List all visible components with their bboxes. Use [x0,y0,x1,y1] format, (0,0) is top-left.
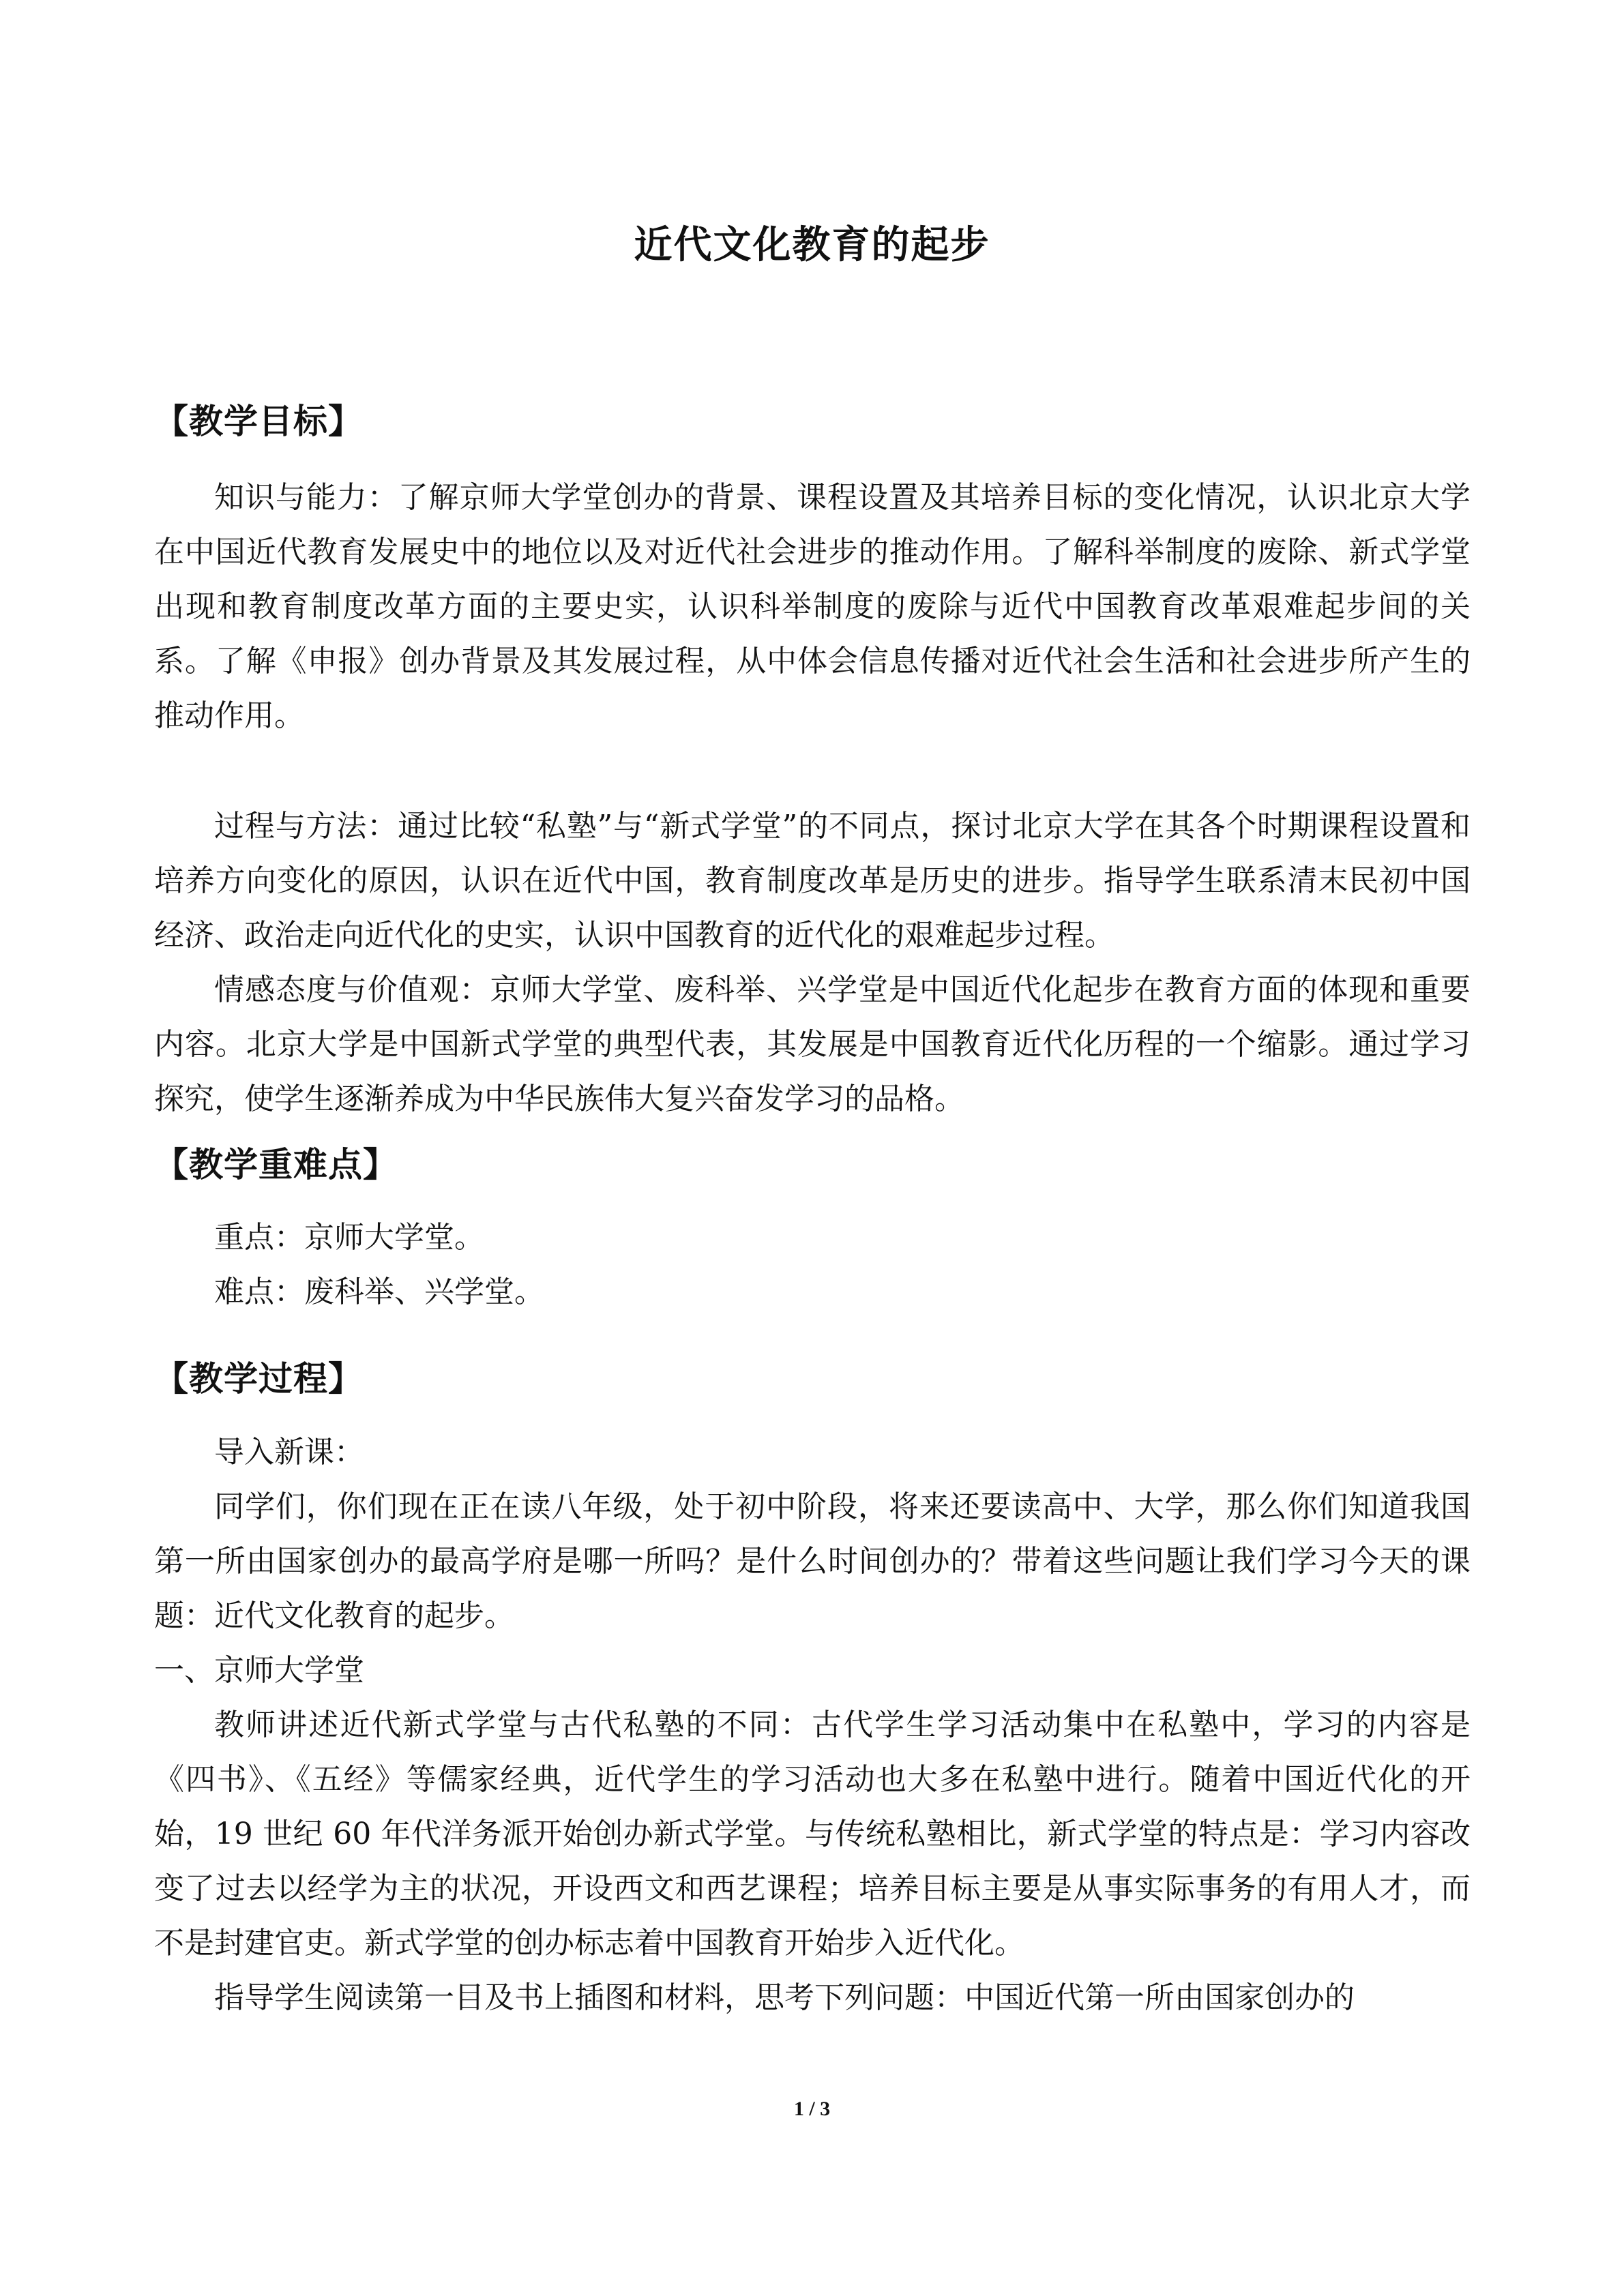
teacher-explanation-paragraph: 教师讲述近代新式学堂与古代私塾的不同：古代学生学习活动集中在私塾中，学习的内容是《四书》、《五经》等儒家经典，近代学生的学习活动也大多在私塾中进行。随着中国近代化的开始，19 世纪 60 年代洋务派开始创办新式学堂。与传统私塾相比，新式学堂的特点是：学习内容改变了过去以经学为主的状况，开设西文和西艺课程；培养目标主要是从事实际事务的有用人才，而不是封建官吏。新式学堂的创办标志着中国教育开始步入近代化。 [154,1708,1471,1960]
objectives-attitude-paragraph: 情感态度与价值观：京师大学堂、废科举、兴学堂是中国近代化起步在教育方面的体现和重要内容。北京大学是中国新式学堂的典型代表，其发展是中国教育近代化历程的一个缩影。通过学习探究，使学生逐渐养成为中华民族伟大复兴奋发学习的品格。 [154,972,1471,1116]
key-point-paragraph: 重点：京师大学堂。 [214,1220,484,1255]
section-heading-key-points: 【教学重难点】 [154,1144,398,1184]
section-heading-process: 【教学过程】 [154,1358,363,1399]
objectives-method-paragraph: 过程与方法：通过比较“私塾”与“新式学堂”的不同点，探讨北京大学在其各个时期课程设置和培养方向变化的原因，认识在近代中国，教育制度改革是历史的进步。指导学生联系清末民初中国经济、政治走向近代化的史实，认识中国教育的近代化的艰难起步过程。 [154,809,1471,953]
intro-paragraph: 同学们，你们现在正在读八年级，处于初中阶段，将来还要读高中、大学，那么你们知道我国第一所由国家创办的最高学府是哪一所吗？是什么时间创办的？带着这些问题让我们学习今天的课题：近代文化教育的起步。 [154,1489,1471,1633]
page-number: 1 / 3 [793,2098,831,2120]
guidance-paragraph: 指导学生阅读第一目及书上插图和材料，思考下列问题：中国近代第一所由国家创办的 [214,1980,1355,2015]
objectives-knowledge-paragraph: 知识与能力：了解京师大学堂创办的背景、课程设置及其培养目标的变化情况，认识北京大学在中国近代教育发展史中的地位以及对近代社会进步的推动作用。了解科举制度的废除、新式学堂出现和教育制度改革方面的主要史实，认识科举制度的废除与近代中国教育改革艰难起步间的关系。了解《申报》创办背景及其发展过程，从中体会信息传播对近代社会生活和社会进步所产生的推动作用。 [154,480,1471,733]
document-title: 近代文化教育的起步 [634,222,990,267]
subsection-heading-jingshi: 一、京师大学堂 [154,1653,364,1688]
difficulty-paragraph: 难点：废科举、兴学堂。 [214,1274,544,1309]
intro-label-paragraph: 导入新课： [214,1435,364,1470]
section-heading-objectives: 【教学目标】 [154,401,363,441]
